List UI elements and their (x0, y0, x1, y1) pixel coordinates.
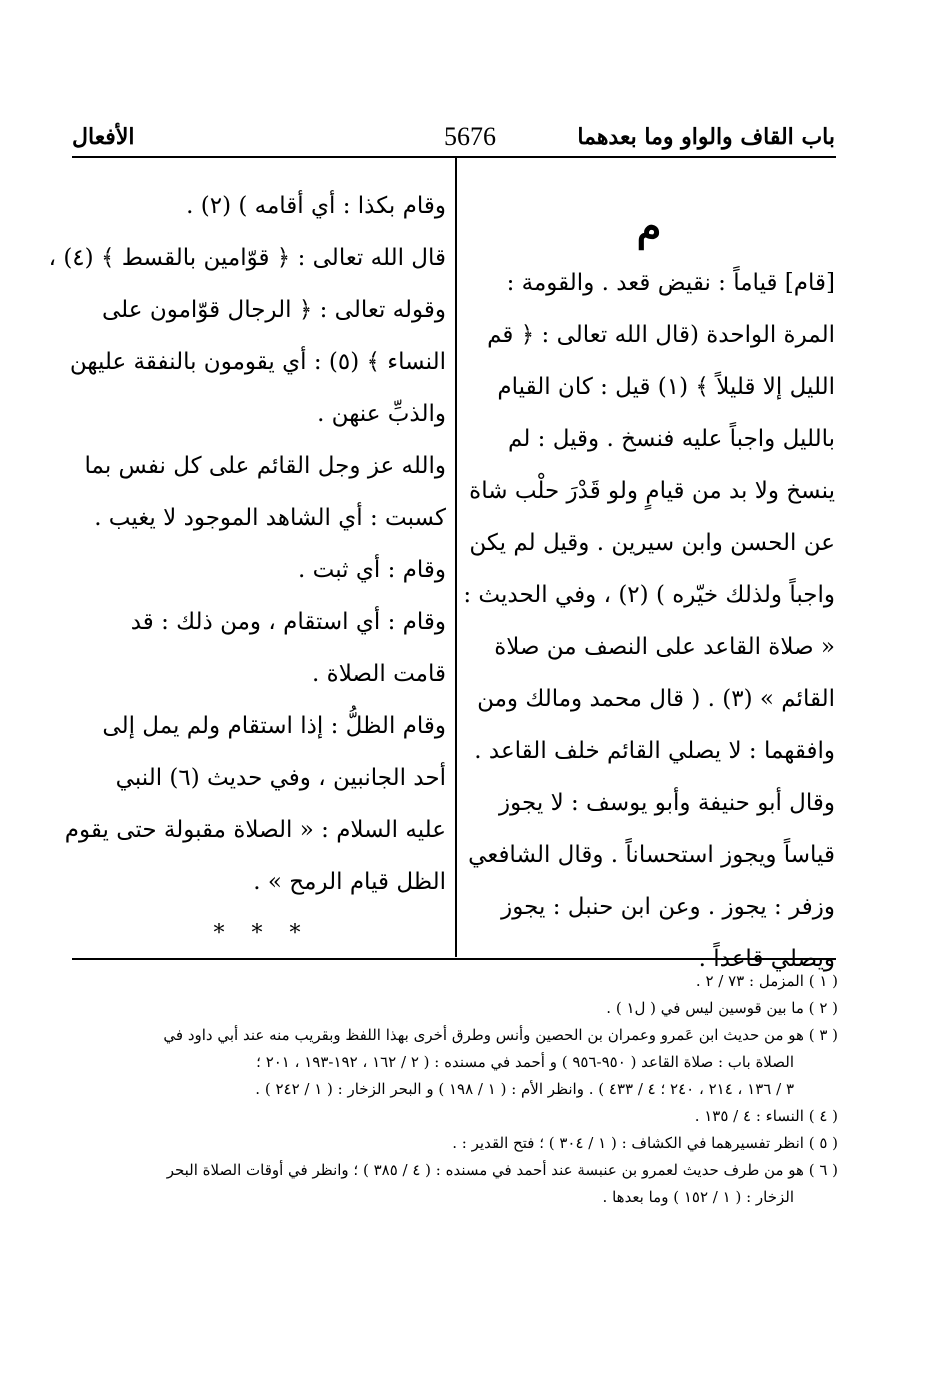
footnote-line: ( ١ ) المزمل : ٧٣ / ٢ . (695, 972, 838, 990)
footnote-line: ( ٢ ) ما بين قوسين ليس في ( ل١ ) . (606, 999, 838, 1017)
left-line: وقام : أي ثبت . (298, 557, 446, 583)
left-column (48, 180, 446, 960)
right-line: عن الحسن وابن سيرين . وقيل لم يكن (469, 530, 835, 556)
header-rule (72, 156, 836, 158)
footnote-line: ( ٦ ) هو من طرف حديث لعمرو بن عنبسة عند أحمد في مسنده : ( ٤ / ٣٨٥ ) ؛ وانظر في أوقات الصلاة البحر (166, 1161, 838, 1179)
right-line: القائم » (٣) . ( قال محمد ومالك ومن (477, 686, 835, 712)
footnote-line: ( ٥ ) انظر تفسيرهما في الكشاف : ( ١ / ٣٠٤ ) ؛ فتح القدير : . (452, 1134, 838, 1152)
right-line: ينسخ ولا بد من قيامٍ ولو قَدْرَ حلْب شاة (469, 478, 835, 504)
left-line: قال الله تعالى : ﴿ قوّامين بالقسط ﴾ (٤) ، (48, 245, 446, 271)
right-column (463, 205, 835, 985)
footnote-line: ( ٤ ) النساء : ٤ / ١٣٥ . (694, 1107, 838, 1125)
left-line: وقام الظلُّ : إذا استقام ولم يمل إلى (102, 713, 446, 739)
left-line: كسبت : أي الشاهد الموجود لا يغيب . (94, 505, 446, 531)
right-line: الليل إلا قليلاً ﴾ (١) قيل : كان القيام (497, 374, 835, 400)
left-line: الظل قيام الرمح » . (253, 869, 446, 895)
left-line: أحد الجانبين ، وفي حديث (٦) النبي (115, 765, 446, 791)
chapter-title: باب القاف والواو وما بعدهما (577, 124, 835, 150)
section-title: الأفعال (72, 124, 135, 150)
left-line: قامت الصلاة . (312, 661, 446, 687)
right-line: ويصلي قاعداً . (698, 946, 835, 972)
right-line: [قام] قياماً : نقيض قعد . والقومة : (506, 270, 835, 296)
footnote-line: ( ٣ ) هو من حديث ابن عَمرو وعمران بن الحصين وأنس وطرق أخرى بهذا اللفظ وبقريب منه عند أبي داود في (163, 1026, 838, 1044)
right-line: واجباً ولذلك خيّره ) (٢) ، وفي الحديث : (463, 582, 835, 608)
left-line: وقام بكذا : أي أقامه ) (٢) . (186, 193, 446, 219)
right-line: وقال أبو حنيفة وأبو يوسف : لا يجوز (499, 790, 835, 816)
left-line: والله عز وجل القائم على كل نفس بما (84, 453, 446, 479)
footnote-line: الصلاة باب : صلاة القاعد ( ٩٥٠-٩٥٦ ) و أحمد في مسنده : ( ٢ / ١٦٢ ، ١٩٢-١٩٣ ، ٢٠١ ؛ (256, 1053, 794, 1071)
footnotes (78, 968, 838, 1211)
left-line: وقوله تعالى : ﴿ الرجال قوّامون على (102, 297, 446, 323)
right-line: وزفر : يجوز . وعن ابن حنبل : يجوز (501, 894, 835, 920)
left-line: عليه السلام : « الصلاة مقبولة حتى يقوم (64, 817, 446, 843)
footnote-line: ٣ / ١٣٦ ، ٢١٤ ، ٢٤٠ ؛ ٤ / ٤٣٣ ) . وانظر الأم : ( ١ / ١٩٨ ) و البحر الزخار : ( ١ / ٢٤٢ ) . (255, 1080, 794, 1098)
right-line: « صلاة القاعد على النصف من صلاة (494, 634, 835, 660)
footnote-rule (72, 958, 836, 960)
left-line: والذبِّ عنهن . (317, 401, 446, 427)
column-divider (455, 157, 457, 957)
right-line: بالليل واجباً عليه فنسخ . وقيل : لم (508, 426, 835, 452)
right-line: قياساً ويجوز استحساناً . وقال الشافعي (468, 842, 835, 868)
section-end-stars: * * * (213, 921, 311, 946)
left-line: وقام : أي استقام ، ومن ذلك : قد (130, 609, 446, 635)
right-line: وافقهما : لا يصلي القائم خلف القاعد . (474, 738, 835, 764)
page-number: 5676 (444, 122, 496, 151)
left-line: النساء ﴾ (٥) : أي يقومون بالنفقة عليهن (69, 349, 446, 375)
right-line: المرة الواحدة (قال الله تعالى : ﴿ قم (487, 322, 835, 348)
footnote-line: الزخار : ( ١ / ١٥٢ ) وما بعدها . (602, 1188, 794, 1206)
heading-letter: م (636, 203, 662, 250)
